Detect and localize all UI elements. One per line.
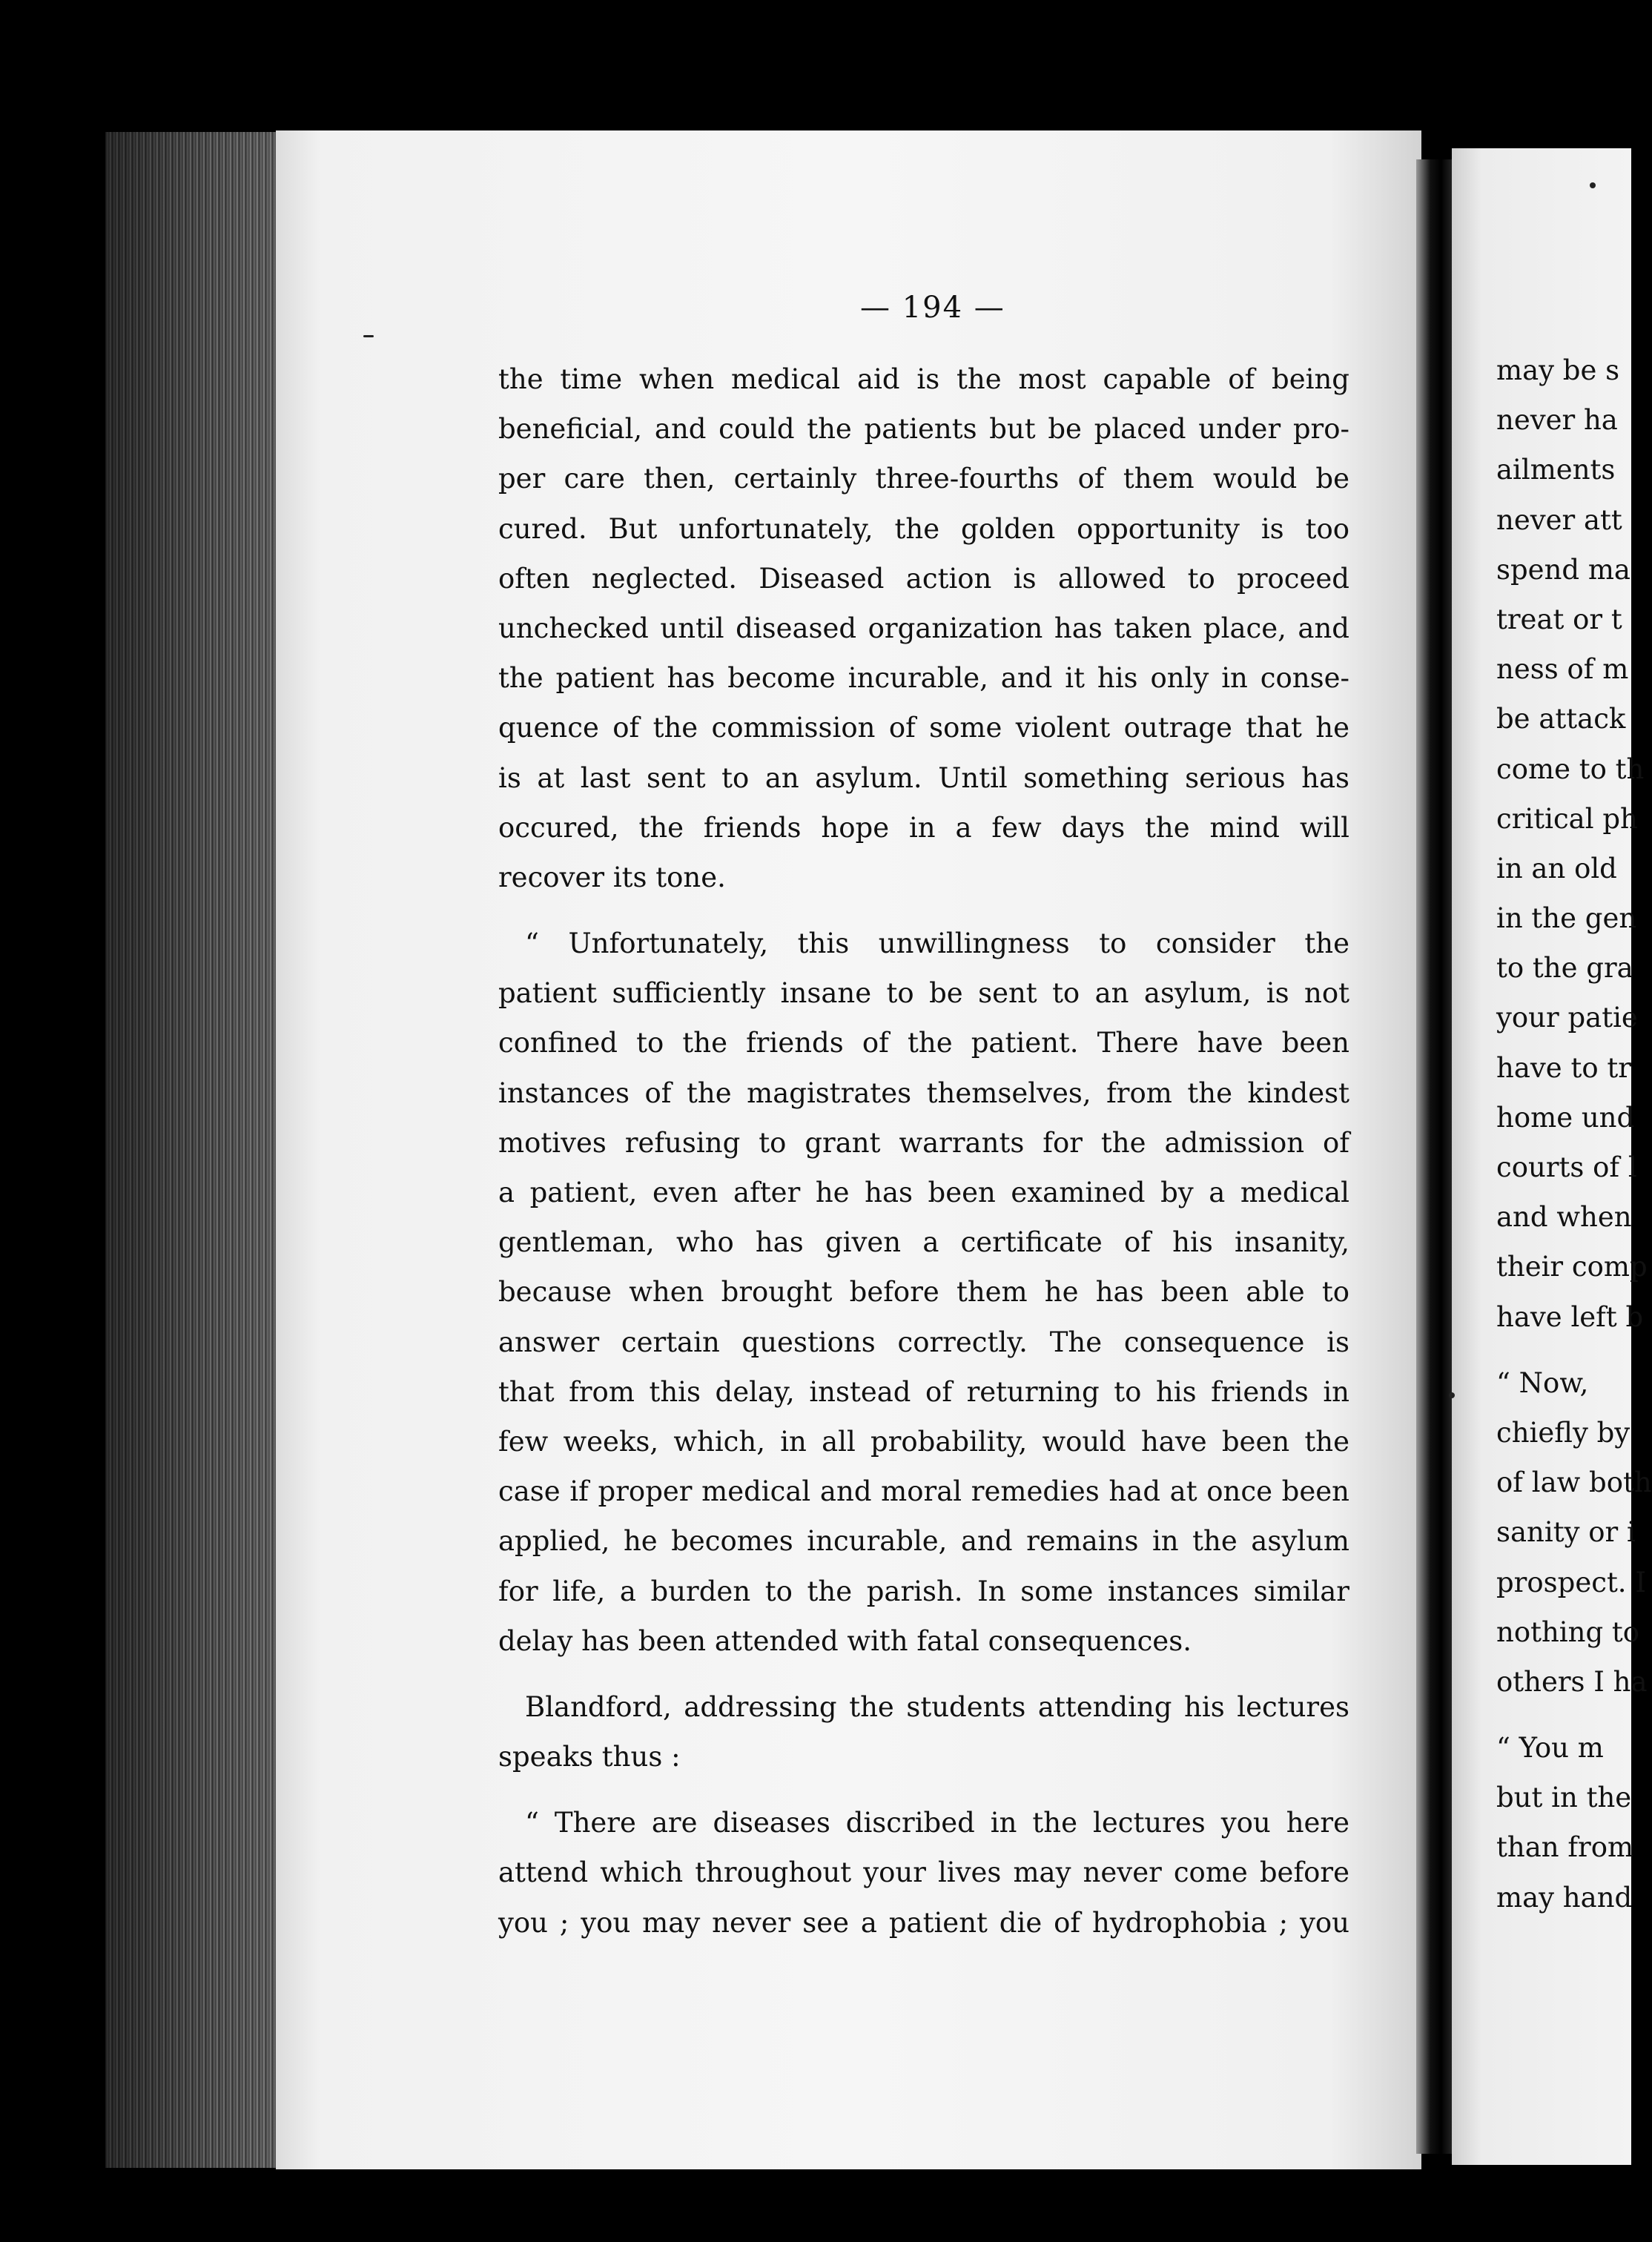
facing-line: critical ph <box>1496 802 1638 835</box>
text-line: patient sufficiently insane to be sent to an asylum, is not <box>498 977 1349 1010</box>
text-line: quence of the commission of some violent outrage that he <box>498 712 1349 744</box>
facing-line: others I ha <box>1496 1665 1648 1698</box>
page-number: — 194 — <box>860 291 1005 325</box>
text-line: case if proper medical and moral remedies had at once been <box>498 1475 1349 1508</box>
text-line: you ; you may never see a patient die of hydrophobia ; you <box>498 1906 1349 1939</box>
text-line: for life, a burden to the parish. In some instances similar <box>498 1575 1349 1607</box>
facing-line: prospect. I <box>1496 1566 1646 1598</box>
text-line: applied, he becomes incurable, and remains in the asylum <box>498 1525 1349 1558</box>
facing-line: treat or t <box>1496 603 1622 635</box>
text-line: often neglected. Diseased action is allowed to proceed <box>498 562 1349 595</box>
facing-line: and when <box>1496 1201 1632 1234</box>
facing-page-text <box>1496 354 1652 1931</box>
text-line: that from this delay, instead of returning to his friends in <box>498 1375 1349 1408</box>
facing-line: never att <box>1496 503 1622 536</box>
page-edges <box>105 132 283 2168</box>
text-line: attend which throughout your lives may never come before <box>498 1856 1349 1889</box>
paragraph <box>498 354 1349 902</box>
text-line: per care then, certainly three-fourths of them would be <box>498 463 1349 495</box>
text-line: cured. But unfortunately, the golden opportunity is too <box>498 512 1349 545</box>
facing-line: home und <box>1496 1101 1635 1134</box>
text-line: because when brought before them he has been able to <box>498 1276 1349 1309</box>
facing-line: may be s <box>1496 354 1620 386</box>
text-line: delay has been attended with fatal consequences. <box>498 1624 1192 1657</box>
scan-speck <box>1590 182 1596 188</box>
text-line: unchecked until diseased organization has taken place, and <box>498 612 1349 644</box>
text-line: instances of the magistrates themselves, from the kindest <box>498 1077 1349 1109</box>
facing-line: ailments <box>1496 454 1616 486</box>
facing-line: but in the <box>1496 1782 1632 1814</box>
text-line: “ Unfortunately, this unwillingness to consider the <box>525 927 1349 960</box>
body-text <box>498 354 1349 1964</box>
text-line: beneficial, and could the patients but be placed under pro- <box>498 413 1349 446</box>
facing-line: have to tr <box>1496 1051 1631 1084</box>
text-line: Blandford, addressing the students attending his lectures <box>525 1690 1349 1723</box>
facing-line: to the gra <box>1496 952 1633 985</box>
book-gutter <box>1416 159 1452 2154</box>
text-line: “ There are diseases discribed in the lectures you here <box>525 1807 1349 1839</box>
text-line: motives refusing to grant warrants for the admission of <box>498 1126 1349 1159</box>
text-line: speaks thus : <box>498 1741 681 1773</box>
facing-line: “ You m <box>1496 1732 1604 1765</box>
text-line: few weeks, which, in all probability, would have been the <box>498 1425 1349 1458</box>
facing-line: nothing to <box>1496 1616 1640 1648</box>
facing-line: never ha <box>1496 404 1618 437</box>
text-line: occured, the friends hope in a few days the mind will <box>498 811 1349 844</box>
text-line: confined to the friends of the patient. There have been <box>498 1027 1349 1059</box>
paragraph <box>498 1682 1349 1782</box>
facing-line: “ Now, <box>1496 1366 1589 1399</box>
facing-line: have left b <box>1496 1300 1644 1333</box>
text-line: a patient, even after he has been examined by a medical <box>498 1177 1349 1208</box>
facing-line: be attack <box>1496 703 1626 735</box>
text-line: answer certain questions correctly. The consequence is <box>498 1326 1349 1358</box>
facing-line: sanity or i <box>1496 1516 1636 1549</box>
facing-line: ness of m <box>1496 653 1629 686</box>
facing-line: spend ma <box>1496 553 1630 586</box>
facing-line: courts of l <box>1496 1151 1637 1183</box>
scan-speck <box>1449 1392 1455 1398</box>
facing-line: chiefly by <box>1496 1416 1630 1449</box>
facing-line: of law both <box>1496 1466 1652 1499</box>
text-line: is at last sent to an asylum. Until something serious has <box>498 761 1349 794</box>
facing-line: their comp <box>1496 1251 1648 1283</box>
facing-line: come to th <box>1496 753 1645 785</box>
scan-speck <box>363 335 374 337</box>
facing-line: in an old <box>1496 852 1617 884</box>
text-line: the time when medical aid is the most capable of being <box>498 363 1349 395</box>
paragraph <box>498 919 1349 1666</box>
text-line: recover its tone. <box>498 861 726 893</box>
facing-line: in the gen <box>1496 902 1637 935</box>
text-line: gentleman, who has given a certificate of his insanity, <box>498 1226 1349 1259</box>
text-line: the patient has become incurable, and it his only in conse- <box>498 662 1349 695</box>
facing-line: than from <box>1496 1831 1634 1864</box>
facing-line: may hand <box>1496 1881 1633 1914</box>
paragraph <box>498 1798 1349 1948</box>
facing-line: your patie <box>1496 1002 1638 1034</box>
